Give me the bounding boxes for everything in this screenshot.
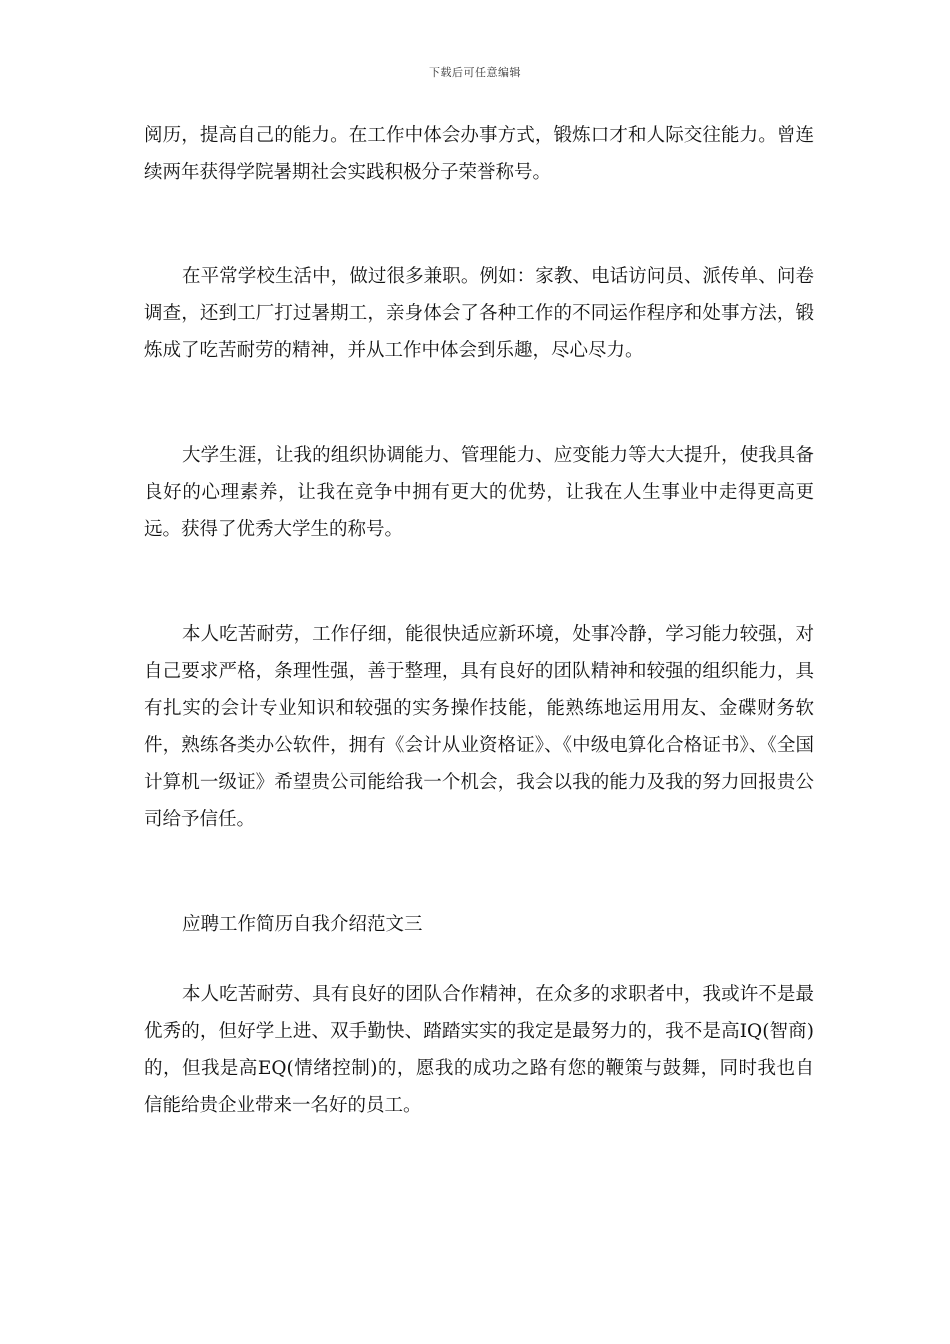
section-heading: 应聘工作简历自我介绍范文三: [182, 914, 423, 935]
paragraph-part-time-jobs: 在平常学校生活中，做过很多兼职。例如：家教、电话访问员、派传单、问卷调查，还到工厂打过暑期工，亲身体会了各种工作的不同运作程序和处事方法，锻炼成了吃苦耐劳的精神，并从工作中体会到乐趣，尽心尽力。: [144, 266, 814, 361]
paragraph-self-assessment: 本人吃苦耐劳，工作仔细，能很快适应新环境，处事冷静，学习能力较强，对自己要求严格，条理性强，善于整理，具有良好的团队精神和较强的组织能力，具有扎实的会计专业知识和较强的实务操作技能，能熟练地运用用友、金碟财务软件，熟练各类办公软件，拥有《会计从业资格证》、《中级电算化合格证书》、《全国计算机一级证》希望贵公司能给我一个机会，我会以我的能力及我的努力回报贵公司给予信任。: [144, 624, 814, 830]
paragraph-university-life: 大学生涯，让我的组织协调能力、管理能力、应变能力等大大提升，使我具备良好的心理素养，让我在竞争中拥有更大的优势，让我在人生事业中走得更高更远。获得了优秀大学生的称号。: [144, 445, 814, 540]
page-header: 下载后可任意编辑: [429, 66, 521, 79]
paragraph-self-introduction: 本人吃苦耐劳、具有良好的团队合作精神，在众多的求职者中，我或许不是最优秀的，但好学上进、双手勤快、踏踏实实的我定是最努力的，我不是高IQ(智商)的，但我是高EQ(情绪控制)的，愿我的成功之路有您的鞭策与鼓舞，同时我也自信能给贵企业带来一名好的员工。: [144, 984, 814, 1116]
paragraph-experience-continued: 阅历，提高自己的能力。在工作中体会办事方式，锻炼口才和人际交往能力。曾连续两年获得学院暑期社会实践积极分子荣誉称号。: [144, 125, 814, 183]
